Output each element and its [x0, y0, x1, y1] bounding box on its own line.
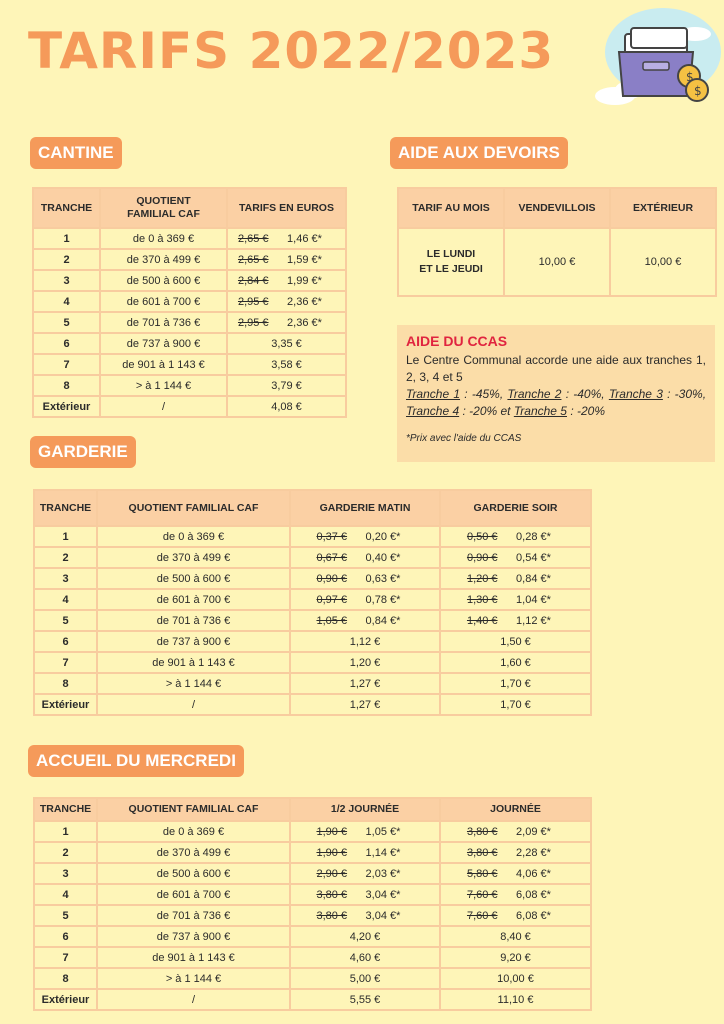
table-row [34, 842, 591, 863]
quotient-cell: de 901 à 1 143 € [100, 354, 227, 375]
header-journee: JOURNÉE [440, 798, 591, 821]
table-row [34, 694, 591, 715]
new-price: 0,84 €* [516, 572, 551, 585]
table-row [34, 968, 591, 989]
tranche-cell: 4 [33, 291, 100, 312]
mercredi-table [33, 797, 592, 1011]
header-tarifs: TARIFS EN EUROS [227, 188, 346, 228]
matin-cell [290, 589, 440, 610]
old-price: 0,50 € [466, 530, 498, 543]
new-price: 0,54 €* [516, 551, 551, 564]
new-price: 2,36 €* [287, 316, 322, 329]
tranche-cell: 4 [34, 884, 97, 905]
tranche-cell: 8 [34, 673, 97, 694]
table-row [34, 905, 591, 926]
old-price: 2,95 € [237, 295, 269, 308]
tranche-cell: 7 [34, 652, 97, 673]
header-demi-journee: 1/2 JOURNÉE [290, 798, 440, 821]
tranche-cell: Extérieur [33, 396, 100, 417]
quotient-cell: de 370 à 499 € [97, 547, 290, 568]
quotient-cell: de 0 à 369 € [100, 228, 227, 249]
old-price: 2,65 € [237, 232, 269, 245]
table-row [34, 821, 591, 842]
ccas-note: *Prix avec l'aide du CCAS [406, 433, 522, 444]
old-price: 0,97 € [316, 593, 348, 606]
new-price: 1,12 €* [516, 614, 551, 627]
old-price: 1,40 € [466, 614, 498, 627]
old-price: 0,67 € [316, 551, 348, 564]
price: 4,20 € [349, 930, 381, 943]
new-price: 1,05 €* [365, 825, 401, 838]
table-row [33, 375, 346, 396]
matin-cell [290, 568, 440, 589]
tranche-1-label: Tranche 1 [406, 387, 461, 401]
price: 11,10 € [497, 993, 534, 1006]
table-row [34, 673, 591, 694]
tranche-cell: 7 [34, 947, 97, 968]
tranche-cell: 5 [34, 610, 97, 631]
price: 1,27 € [349, 677, 381, 690]
quotient-cell: > à 1 144 € [97, 673, 290, 694]
header-tranche: TRANCHE [33, 188, 100, 228]
tranche-cell: 2 [33, 249, 100, 270]
soir-cell [440, 547, 591, 568]
table-row [34, 589, 591, 610]
demi-journee-cell [290, 905, 440, 926]
old-price: 0,37 € [316, 530, 348, 543]
matin-cell [290, 610, 440, 631]
tranche-cell: 8 [33, 375, 100, 396]
quotient-cell: de 901 à 1 143 € [97, 947, 290, 968]
tarif-cell [227, 312, 346, 333]
tarif-cell [227, 228, 346, 249]
new-price: 1,46 €* [287, 232, 322, 245]
row-label-line-1: LE LUNDI [426, 248, 476, 260]
demi-journee-cell [290, 884, 440, 905]
tranche-cell: 1 [33, 228, 100, 249]
header-quotient: QUOTIENT FAMILIAL CAF [97, 490, 290, 526]
journee-cell [440, 947, 591, 968]
tarif-cell [227, 270, 346, 291]
price: 5,55 € [349, 993, 381, 1006]
demi-journee-cell [290, 863, 440, 884]
tranche-4-value: : -20% et [459, 404, 514, 418]
price: 9,20 € [500, 951, 531, 964]
new-price: 1,04 €* [516, 593, 551, 606]
card-box-with-coins-icon [585, 4, 724, 109]
old-price: 2,65 € [237, 253, 269, 266]
quotient-cell: de 500 à 600 € [97, 863, 290, 884]
quotient-cell: de 601 à 700 € [97, 589, 290, 610]
old-price: 7,60 € [466, 909, 498, 922]
aide-devoirs-label: AIDE AUX DEVOIRS [390, 137, 568, 169]
page-title: TARIFS 2022/2023 [28, 22, 555, 80]
table-row [34, 863, 591, 884]
new-price: 2,36 €* [287, 295, 322, 308]
quotient-cell: / [97, 694, 290, 715]
price: 3,79 € [271, 379, 302, 392]
header-tranche: TRANCHE [34, 798, 97, 821]
soir-cell [440, 673, 591, 694]
table-row [33, 291, 346, 312]
table-row [34, 652, 591, 673]
header-tarif-mois: TARIF AU MOIS [398, 188, 504, 228]
journee-cell [440, 821, 591, 842]
tranche-cell: 2 [34, 842, 97, 863]
tarif-cell [227, 375, 346, 396]
tranche-cell: 6 [34, 631, 97, 652]
demi-journee-cell [290, 821, 440, 842]
tranche-cell: 3 [34, 568, 97, 589]
tranche-cell: 6 [34, 926, 97, 947]
table-row [33, 312, 346, 333]
table-row [34, 526, 591, 547]
price: 4,60 € [349, 951, 381, 964]
row-label-line-2: ET LE JEUDI [419, 263, 483, 275]
old-price: 1,90 € [316, 825, 348, 838]
old-price: 3,80 € [316, 888, 348, 901]
price: 8,40 € [500, 930, 531, 943]
soir-cell [440, 610, 591, 631]
quotient-cell: de 0 à 369 € [97, 526, 290, 547]
demi-journee-cell [290, 842, 440, 863]
quotient-cell: de 601 à 700 € [97, 884, 290, 905]
table-row [33, 249, 346, 270]
soir-cell [440, 589, 591, 610]
tranche-cell: 3 [34, 863, 97, 884]
price: 1,70 € [500, 677, 531, 690]
matin-cell [290, 547, 440, 568]
tranche-cell: 1 [34, 526, 97, 547]
tranche-cell: 2 [34, 547, 97, 568]
tarif-cell [227, 291, 346, 312]
new-price: 0,20 €* [365, 530, 401, 543]
quotient-cell: de 601 à 700 € [100, 291, 227, 312]
mercredi-label: ACCUEIL DU MERCREDI [28, 745, 244, 777]
journee-cell [440, 905, 591, 926]
quotient-cell: > à 1 144 € [97, 968, 290, 989]
table-row [33, 396, 346, 417]
quotient-cell: de 701 à 736 € [97, 905, 290, 926]
quotient-cell: / [100, 396, 227, 417]
tranche-cell: 5 [33, 312, 100, 333]
table-row [33, 333, 346, 354]
old-price: 3,80 € [466, 846, 498, 859]
tranche-5-label: Tranche 5 [513, 404, 567, 418]
journee-cell [440, 926, 591, 947]
journee-cell [440, 842, 591, 863]
table-row [34, 568, 591, 589]
tranche-2-label: Tranche 2 [507, 387, 562, 401]
exterieur-value: 10,00 € [610, 228, 716, 296]
vendevillois-value: 10,00 € [504, 228, 610, 296]
matin-cell [290, 673, 440, 694]
new-price: 1,99 €* [287, 274, 322, 287]
tranche-3-label: Tranche 3 [608, 387, 663, 401]
matin-cell [290, 526, 440, 547]
price: 1,20 € [349, 656, 381, 669]
price: 1,70 € [500, 698, 531, 711]
demi-journee-cell [290, 947, 440, 968]
quotient-cell: de 370 à 499 € [97, 842, 290, 863]
new-price: 0,40 €* [365, 551, 401, 564]
matin-cell [290, 694, 440, 715]
table-row [34, 947, 591, 968]
old-price: 1,90 € [316, 846, 348, 859]
price: 10,00 € [497, 972, 534, 985]
new-price: 0,84 €* [365, 614, 401, 627]
demi-journee-cell [290, 926, 440, 947]
matin-cell [290, 652, 440, 673]
price: 1,60 € [500, 656, 531, 669]
new-price: 1,14 €* [365, 846, 401, 859]
soir-cell [440, 568, 591, 589]
garderie-label: GARDERIE [30, 436, 136, 468]
quotient-cell: de 0 à 369 € [97, 821, 290, 842]
old-price: 5,80 € [466, 867, 498, 880]
tranche-cell: 5 [34, 905, 97, 926]
new-price: 2,09 €* [516, 825, 551, 838]
price: 1,12 € [349, 635, 381, 648]
tranche-cell: 3 [33, 270, 100, 291]
table-row [33, 270, 346, 291]
new-price: 6,08 €* [516, 909, 551, 922]
table-row [34, 884, 591, 905]
tranche-cell: 4 [34, 589, 97, 610]
tarif-cell [227, 354, 346, 375]
quotient-cell: de 701 à 736 € [97, 610, 290, 631]
tranche-cell: Extérieur [34, 694, 97, 715]
quotient-cell: > à 1 144 € [100, 375, 227, 396]
old-price: 3,80 € [316, 909, 348, 922]
soir-cell [440, 694, 591, 715]
tranche-3-value: : -30%, [662, 387, 707, 401]
row-label [398, 228, 504, 296]
ccas-box [397, 325, 715, 462]
demi-journee-cell [290, 968, 440, 989]
table-row [34, 631, 591, 652]
old-price: 1,20 € [466, 572, 498, 585]
journee-cell [440, 863, 591, 884]
new-price: 2,28 €* [516, 846, 551, 859]
quotient-cell: de 370 à 499 € [100, 249, 227, 270]
old-price: 1,30 € [466, 593, 498, 606]
price: 4,08 € [271, 400, 302, 413]
journee-cell [440, 884, 591, 905]
header-quotient: QUOTIENT FAMILIAL CAF [97, 798, 290, 821]
svg-text:$: $ [694, 84, 702, 98]
quotient-cell: de 500 à 600 € [100, 270, 227, 291]
quotient-cell: de 500 à 600 € [97, 568, 290, 589]
ccas-title: AIDE DU CCAS [406, 333, 508, 349]
soir-cell [440, 631, 591, 652]
ccas-text: Le Centre Communal accorde une aide aux tranches 1, 2, 3, 4 et 5 [406, 353, 706, 384]
price: 1,50 € [500, 635, 531, 648]
quotient-cell: de 737 à 900 € [97, 926, 290, 947]
new-price: 0,28 €* [516, 530, 551, 543]
tranche-cell: 6 [33, 333, 100, 354]
new-price: 4,06 €* [516, 867, 551, 880]
cantine-label: CANTINE [30, 137, 122, 169]
header-tranche: TRANCHE [34, 490, 97, 526]
journee-cell [440, 989, 591, 1010]
tranche-cell: 8 [34, 968, 97, 989]
quotient-cell: de 901 à 1 143 € [97, 652, 290, 673]
header-quotient: QUOTIENT FAMILIAL CAF [100, 188, 227, 228]
demi-journee-cell [290, 989, 440, 1010]
table-row [34, 926, 591, 947]
new-price: 0,78 €* [365, 593, 401, 606]
new-price: 6,08 €* [516, 888, 551, 901]
new-price: 1,59 €* [287, 253, 322, 266]
old-price: 2,95 € [237, 316, 269, 329]
soir-cell [440, 526, 591, 547]
header-garderie-soir: GARDERIE SOIR [440, 490, 591, 526]
tranche-cell: 7 [33, 354, 100, 375]
price: 3,35 € [271, 337, 302, 350]
price: 3,58 € [271, 358, 302, 371]
table-row [34, 610, 591, 631]
header-exterieur: EXTÉRIEUR [610, 188, 716, 228]
old-price: 1,05 € [316, 614, 348, 627]
ccas-tranches [406, 386, 706, 420]
old-price: 2,84 € [237, 274, 269, 287]
new-price: 3,04 €* [365, 909, 401, 922]
tranche-2-value: : -40%, [561, 387, 609, 401]
tranche-4-label: Tranche 4 [406, 404, 460, 418]
tranche-cell: Extérieur [34, 989, 97, 1010]
soir-cell [440, 652, 591, 673]
new-price: 2,03 €* [365, 867, 401, 880]
price: 5,00 € [349, 972, 381, 985]
cantine-table [32, 187, 347, 418]
quotient-cell: de 701 à 736 € [100, 312, 227, 333]
old-price: 3,80 € [466, 825, 498, 838]
tarif-cell [227, 333, 346, 354]
tranche-1-value: : -45%, [460, 387, 508, 401]
header-garderie-matin: GARDERIE MATIN [290, 490, 440, 526]
quotient-cell: / [97, 989, 290, 1010]
tranche-cell: 1 [34, 821, 97, 842]
table-row [33, 228, 346, 249]
garderie-table [33, 489, 592, 716]
matin-cell [290, 631, 440, 652]
new-price: 0,63 €* [365, 572, 401, 585]
tranche-5-value: : -20% [566, 404, 605, 418]
tarif-cell [227, 396, 346, 417]
old-price: 0,90 € [466, 551, 498, 564]
old-price: 7,60 € [466, 888, 498, 901]
old-price: 0,90 € [316, 572, 348, 585]
aide-devoirs-table [397, 187, 717, 297]
table-row [33, 354, 346, 375]
journee-cell [440, 968, 591, 989]
old-price: 2,90 € [316, 867, 348, 880]
table-row [34, 547, 591, 568]
price: 1,27 € [349, 698, 381, 711]
quotient-cell: de 737 à 900 € [97, 631, 290, 652]
header-vendevillois: VENDEVILLOIS [504, 188, 610, 228]
table-row [34, 989, 591, 1010]
new-price: 3,04 €* [365, 888, 401, 901]
quotient-cell: de 737 à 900 € [100, 333, 227, 354]
tarif-cell [227, 249, 346, 270]
svg-text:$: $ [686, 70, 694, 84]
